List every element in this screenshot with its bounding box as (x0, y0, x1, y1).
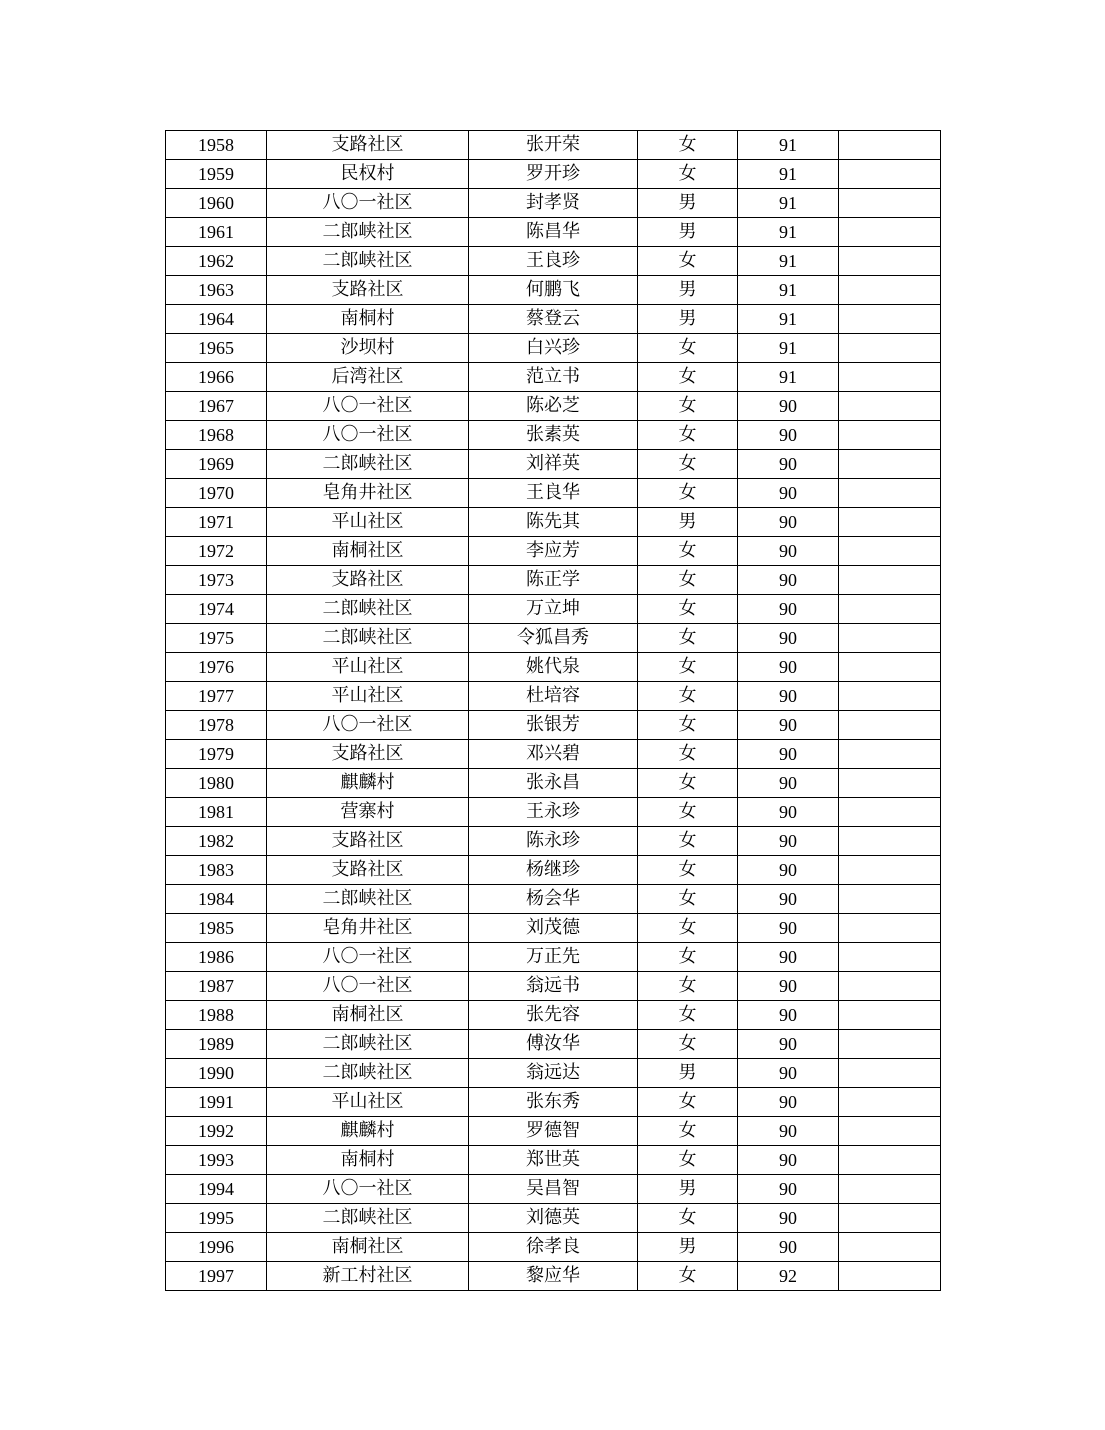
cell-person-name: 令狐昌秀 (469, 624, 638, 653)
cell-community: 二郎峡社区 (267, 1059, 469, 1088)
cell-person-name: 翁远书 (469, 972, 638, 1001)
cell-person-name: 张先容 (469, 1001, 638, 1030)
cell-note (839, 1088, 941, 1117)
cell-serial-number: 1983 (166, 856, 267, 885)
table-row (166, 131, 941, 160)
cell-community: 八〇一社区 (267, 1175, 469, 1204)
cell-note (839, 479, 941, 508)
cell-community: 新工村社区 (267, 1262, 469, 1291)
cell-community: 平山社区 (267, 653, 469, 682)
table-row (166, 363, 941, 392)
cell-note (839, 653, 941, 682)
cell-serial-number: 1971 (166, 508, 267, 537)
table-row (166, 421, 941, 450)
cell-serial-number: 1982 (166, 827, 267, 856)
cell-age: 90 (738, 479, 839, 508)
cell-serial-number: 1961 (166, 218, 267, 247)
cell-age: 90 (738, 421, 839, 450)
cell-note (839, 595, 941, 624)
table-row (166, 711, 941, 740)
table-row (166, 914, 941, 943)
table-row (166, 450, 941, 479)
cell-sex: 女 (638, 537, 738, 566)
cell-note (839, 827, 941, 856)
cell-serial-number: 1989 (166, 1030, 267, 1059)
cell-note (839, 1262, 941, 1291)
cell-age: 91 (738, 305, 839, 334)
cell-person-name: 何鹏飞 (469, 276, 638, 305)
cell-note (839, 856, 941, 885)
cell-serial-number: 1991 (166, 1088, 267, 1117)
cell-age: 91 (738, 363, 839, 392)
table-row (166, 769, 941, 798)
cell-sex: 女 (638, 682, 738, 711)
cell-sex: 女 (638, 479, 738, 508)
cell-person-name: 杜培容 (469, 682, 638, 711)
cell-sex: 女 (638, 943, 738, 972)
cell-age: 90 (738, 537, 839, 566)
cell-community: 南桐村 (267, 1146, 469, 1175)
cell-community: 八〇一社区 (267, 421, 469, 450)
cell-age: 90 (738, 914, 839, 943)
table-row (166, 1204, 941, 1233)
table-row (166, 972, 941, 1001)
cell-sex: 女 (638, 247, 738, 276)
cell-community: 南桐社区 (267, 1233, 469, 1262)
cell-person-name: 杨会华 (469, 885, 638, 914)
cell-note (839, 508, 941, 537)
cell-serial-number: 1970 (166, 479, 267, 508)
cell-note (839, 276, 941, 305)
cell-age: 90 (738, 566, 839, 595)
table-row (166, 1233, 941, 1262)
cell-community: 八〇一社区 (267, 943, 469, 972)
cell-note (839, 334, 941, 363)
cell-community: 二郎峡社区 (267, 1030, 469, 1059)
cell-age: 90 (738, 1146, 839, 1175)
cell-note (839, 305, 941, 334)
cell-person-name: 翁远达 (469, 1059, 638, 1088)
cell-age: 90 (738, 885, 839, 914)
cell-note (839, 160, 941, 189)
cell-note (839, 450, 941, 479)
cell-person-name: 罗德智 (469, 1117, 638, 1146)
cell-person-name: 张永昌 (469, 769, 638, 798)
cell-serial-number: 1992 (166, 1117, 267, 1146)
cell-serial-number: 1985 (166, 914, 267, 943)
cell-person-name: 王良珍 (469, 247, 638, 276)
cell-age: 90 (738, 856, 839, 885)
cell-person-name: 张素英 (469, 421, 638, 450)
cell-person-name: 陈正学 (469, 566, 638, 595)
cell-age: 90 (738, 1204, 839, 1233)
cell-community: 支路社区 (267, 856, 469, 885)
cell-serial-number: 1973 (166, 566, 267, 595)
table-row (166, 856, 941, 885)
cell-age: 90 (738, 943, 839, 972)
cell-age: 90 (738, 624, 839, 653)
cell-person-name: 陈永珍 (469, 827, 638, 856)
cell-person-name: 白兴珍 (469, 334, 638, 363)
table-row (166, 1059, 941, 1088)
cell-community: 二郎峡社区 (267, 1204, 469, 1233)
cell-age: 90 (738, 392, 839, 421)
cell-sex: 女 (638, 740, 738, 769)
cell-note (839, 711, 941, 740)
cell-note (839, 363, 941, 392)
cell-person-name: 陈昌华 (469, 218, 638, 247)
cell-serial-number: 1995 (166, 1204, 267, 1233)
cell-serial-number: 1993 (166, 1146, 267, 1175)
cell-community: 支路社区 (267, 276, 469, 305)
cell-sex: 女 (638, 450, 738, 479)
table-row (166, 305, 941, 334)
cell-person-name: 黎应华 (469, 1262, 638, 1291)
cell-person-name: 刘茂德 (469, 914, 638, 943)
cell-community: 皂角井社区 (267, 914, 469, 943)
cell-sex: 女 (638, 131, 738, 160)
cell-community: 八〇一社区 (267, 972, 469, 1001)
cell-note (839, 566, 941, 595)
cell-sex: 女 (638, 769, 738, 798)
cell-serial-number: 1977 (166, 682, 267, 711)
cell-note (839, 131, 941, 160)
cell-sex: 男 (638, 1233, 738, 1262)
cell-age: 90 (738, 508, 839, 537)
cell-sex: 女 (638, 1117, 738, 1146)
cell-community: 支路社区 (267, 131, 469, 160)
table-row (166, 943, 941, 972)
elderly-roster-table (165, 130, 941, 1291)
cell-note (839, 189, 941, 218)
cell-sex: 男 (638, 218, 738, 247)
cell-sex: 女 (638, 595, 738, 624)
cell-sex: 女 (638, 827, 738, 856)
cell-age: 90 (738, 653, 839, 682)
table-row (166, 682, 941, 711)
cell-serial-number: 1969 (166, 450, 267, 479)
cell-note (839, 624, 941, 653)
cell-serial-number: 1986 (166, 943, 267, 972)
cell-serial-number: 1984 (166, 885, 267, 914)
cell-person-name: 封孝贤 (469, 189, 638, 218)
cell-sex: 女 (638, 334, 738, 363)
cell-age: 90 (738, 740, 839, 769)
cell-note (839, 769, 941, 798)
cell-serial-number: 1981 (166, 798, 267, 827)
cell-community: 二郎峡社区 (267, 218, 469, 247)
cell-serial-number: 1994 (166, 1175, 267, 1204)
cell-community: 平山社区 (267, 682, 469, 711)
cell-age: 90 (738, 595, 839, 624)
table-row (166, 1175, 941, 1204)
cell-serial-number: 1987 (166, 972, 267, 1001)
cell-note (839, 247, 941, 276)
cell-person-name: 陈先其 (469, 508, 638, 537)
table-body (166, 131, 941, 1291)
cell-note (839, 1059, 941, 1088)
cell-serial-number: 1990 (166, 1059, 267, 1088)
cell-community: 沙坝村 (267, 334, 469, 363)
cell-serial-number: 1962 (166, 247, 267, 276)
cell-serial-number: 1979 (166, 740, 267, 769)
table-row (166, 537, 941, 566)
cell-person-name: 陈必芝 (469, 392, 638, 421)
cell-age: 90 (738, 769, 839, 798)
cell-community: 南桐村 (267, 305, 469, 334)
cell-age: 91 (738, 131, 839, 160)
cell-community: 平山社区 (267, 508, 469, 537)
cell-person-name: 蔡登云 (469, 305, 638, 334)
cell-serial-number: 1968 (166, 421, 267, 450)
cell-person-name: 李应芳 (469, 537, 638, 566)
cell-age: 91 (738, 218, 839, 247)
cell-sex: 女 (638, 1001, 738, 1030)
table-row (166, 1117, 941, 1146)
cell-serial-number: 1965 (166, 334, 267, 363)
cell-serial-number: 1958 (166, 131, 267, 160)
cell-serial-number: 1967 (166, 392, 267, 421)
cell-note (839, 740, 941, 769)
cell-person-name: 万正先 (469, 943, 638, 972)
cell-community: 二郎峡社区 (267, 624, 469, 653)
cell-community: 支路社区 (267, 566, 469, 595)
cell-note (839, 1001, 941, 1030)
cell-community: 八〇一社区 (267, 392, 469, 421)
cell-community: 南桐社区 (267, 1001, 469, 1030)
cell-sex: 女 (638, 624, 738, 653)
cell-person-name: 邓兴碧 (469, 740, 638, 769)
cell-note (839, 537, 941, 566)
table-row (166, 885, 941, 914)
cell-community: 二郎峡社区 (267, 885, 469, 914)
cell-community: 南桐社区 (267, 537, 469, 566)
cell-sex: 女 (638, 972, 738, 1001)
cell-age: 90 (738, 1175, 839, 1204)
cell-serial-number: 1980 (166, 769, 267, 798)
table-row (166, 334, 941, 363)
cell-note (839, 943, 941, 972)
cell-community: 支路社区 (267, 827, 469, 856)
cell-sex: 女 (638, 1088, 738, 1117)
cell-age: 91 (738, 334, 839, 363)
cell-age: 91 (738, 276, 839, 305)
cell-community: 营寨村 (267, 798, 469, 827)
cell-note (839, 1175, 941, 1204)
cell-person-name: 姚代泉 (469, 653, 638, 682)
cell-serial-number: 1964 (166, 305, 267, 334)
cell-community: 八〇一社区 (267, 711, 469, 740)
table-row (166, 1088, 941, 1117)
cell-sex: 女 (638, 566, 738, 595)
cell-sex: 女 (638, 363, 738, 392)
cell-note (839, 682, 941, 711)
cell-person-name: 郑世英 (469, 1146, 638, 1175)
table-row (166, 827, 941, 856)
cell-community: 麒麟村 (267, 769, 469, 798)
table-row (166, 189, 941, 218)
cell-age: 90 (738, 450, 839, 479)
cell-sex: 男 (638, 1059, 738, 1088)
cell-community: 二郎峡社区 (267, 595, 469, 624)
cell-sex: 男 (638, 189, 738, 218)
cell-person-name: 罗开珍 (469, 160, 638, 189)
cell-sex: 女 (638, 885, 738, 914)
cell-sex: 女 (638, 421, 738, 450)
table-row (166, 508, 941, 537)
cell-age: 90 (738, 1030, 839, 1059)
table-row (166, 276, 941, 305)
cell-serial-number: 1963 (166, 276, 267, 305)
cell-note (839, 218, 941, 247)
cell-community: 二郎峡社区 (267, 450, 469, 479)
cell-serial-number: 1978 (166, 711, 267, 740)
cell-sex: 女 (638, 1204, 738, 1233)
cell-person-name: 杨继珍 (469, 856, 638, 885)
cell-community: 民权村 (267, 160, 469, 189)
cell-community: 皂角井社区 (267, 479, 469, 508)
cell-sex: 男 (638, 508, 738, 537)
cell-note (839, 1030, 941, 1059)
cell-person-name: 徐孝良 (469, 1233, 638, 1262)
cell-note (839, 1146, 941, 1175)
table-row (166, 1146, 941, 1175)
cell-sex: 女 (638, 711, 738, 740)
cell-serial-number: 1988 (166, 1001, 267, 1030)
table-row (166, 247, 941, 276)
cell-age: 90 (738, 1059, 839, 1088)
cell-note (839, 798, 941, 827)
cell-community: 二郎峡社区 (267, 247, 469, 276)
cell-person-name: 王良华 (469, 479, 638, 508)
table-row (166, 1001, 941, 1030)
cell-age: 90 (738, 1001, 839, 1030)
cell-person-name: 万立坤 (469, 595, 638, 624)
table-row (166, 798, 941, 827)
cell-age: 90 (738, 1233, 839, 1262)
cell-note (839, 972, 941, 1001)
cell-person-name: 刘祥英 (469, 450, 638, 479)
cell-age: 90 (738, 972, 839, 1001)
cell-sex: 男 (638, 305, 738, 334)
cell-note (839, 392, 941, 421)
cell-person-name: 范立书 (469, 363, 638, 392)
cell-serial-number: 1972 (166, 537, 267, 566)
cell-age: 90 (738, 682, 839, 711)
cell-note (839, 914, 941, 943)
cell-age: 90 (738, 1088, 839, 1117)
cell-serial-number: 1960 (166, 189, 267, 218)
cell-age: 90 (738, 1117, 839, 1146)
table-row (166, 740, 941, 769)
cell-sex: 女 (638, 392, 738, 421)
cell-sex: 女 (638, 1146, 738, 1175)
cell-community: 八〇一社区 (267, 189, 469, 218)
cell-person-name: 吴昌智 (469, 1175, 638, 1204)
table-row (166, 624, 941, 653)
cell-person-name: 张东秀 (469, 1088, 638, 1117)
cell-age: 90 (738, 827, 839, 856)
cell-sex: 女 (638, 160, 738, 189)
table-row (166, 1030, 941, 1059)
cell-note (839, 1204, 941, 1233)
cell-sex: 女 (638, 1030, 738, 1059)
cell-age: 91 (738, 247, 839, 276)
cell-sex: 男 (638, 1175, 738, 1204)
cell-community: 支路社区 (267, 740, 469, 769)
cell-sex: 女 (638, 653, 738, 682)
cell-serial-number: 1976 (166, 653, 267, 682)
cell-sex: 女 (638, 1262, 738, 1291)
cell-sex: 女 (638, 914, 738, 943)
cell-serial-number: 1997 (166, 1262, 267, 1291)
cell-age: 90 (738, 798, 839, 827)
cell-note (839, 885, 941, 914)
cell-note (839, 421, 941, 450)
cell-community: 后湾社区 (267, 363, 469, 392)
cell-age: 91 (738, 160, 839, 189)
cell-sex: 女 (638, 798, 738, 827)
cell-serial-number: 1974 (166, 595, 267, 624)
cell-person-name: 傅汝华 (469, 1030, 638, 1059)
cell-community: 平山社区 (267, 1088, 469, 1117)
cell-age: 91 (738, 189, 839, 218)
cell-note (839, 1117, 941, 1146)
table-row (166, 595, 941, 624)
table-row (166, 160, 941, 189)
cell-person-name: 王永珍 (469, 798, 638, 827)
cell-serial-number: 1966 (166, 363, 267, 392)
cell-person-name: 张银芳 (469, 711, 638, 740)
cell-serial-number: 1996 (166, 1233, 267, 1262)
cell-serial-number: 1975 (166, 624, 267, 653)
cell-person-name: 刘德英 (469, 1204, 638, 1233)
cell-sex: 女 (638, 856, 738, 885)
table-row (166, 1262, 941, 1291)
table-row (166, 479, 941, 508)
table-row (166, 653, 941, 682)
cell-age: 92 (738, 1262, 839, 1291)
cell-person-name: 张开荣 (469, 131, 638, 160)
table-row (166, 218, 941, 247)
cell-age: 90 (738, 711, 839, 740)
table-row (166, 392, 941, 421)
cell-note (839, 1233, 941, 1262)
table-row (166, 566, 941, 595)
cell-sex: 男 (638, 276, 738, 305)
cell-serial-number: 1959 (166, 160, 267, 189)
cell-community: 麒麟村 (267, 1117, 469, 1146)
